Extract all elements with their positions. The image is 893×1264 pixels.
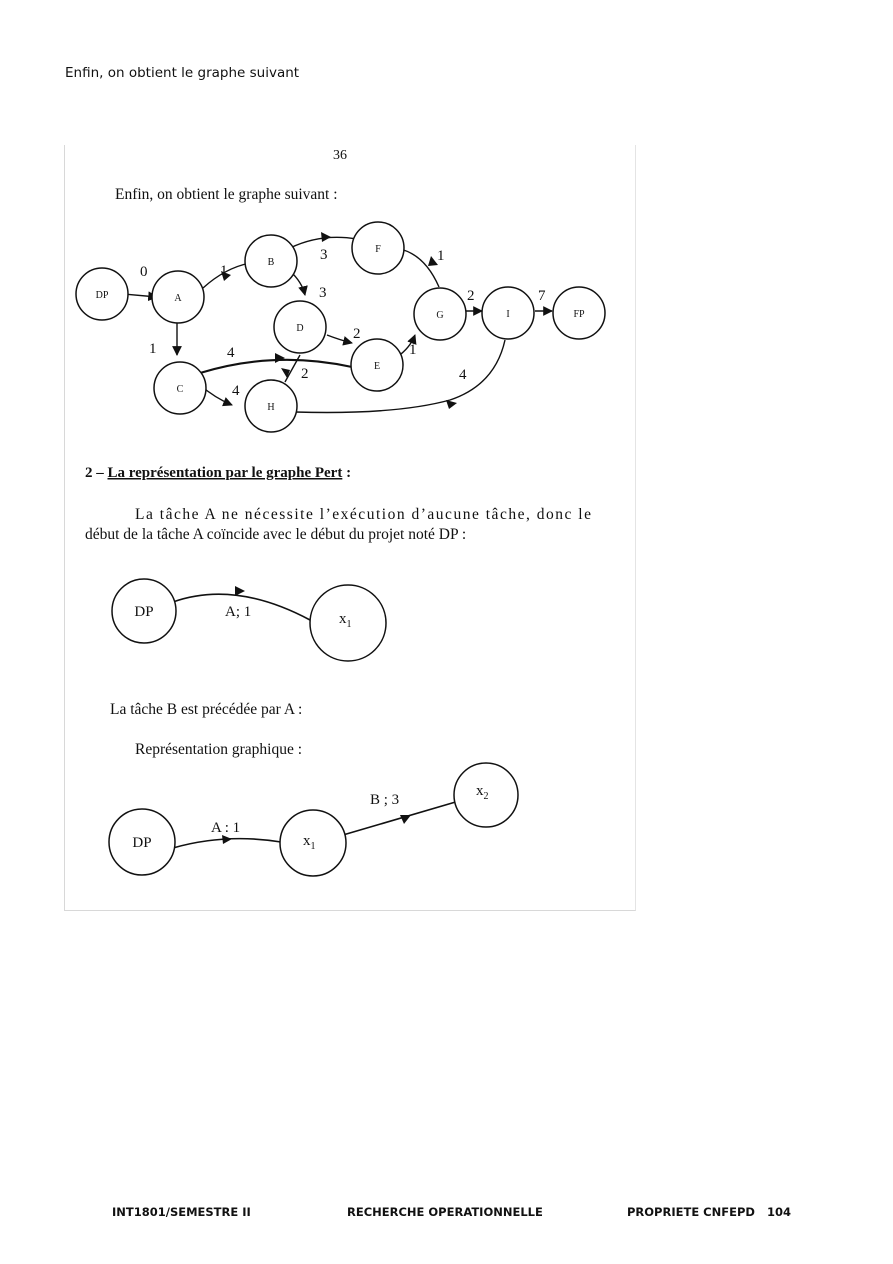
pert2-edge-label-a: A : 1	[211, 820, 241, 836]
weight-d-e: 2	[353, 326, 361, 342]
weight-dp-a: 0	[140, 264, 148, 280]
pert1-label-x1: $x_1$	[339, 611, 352, 630]
edge-f-g	[400, 249, 439, 287]
pert2-edge-label-b: B ; 3	[370, 792, 400, 808]
paragraph-line-2: début de la tâche A coïncide avec le début du projet noté DP :	[85, 526, 467, 543]
paragraph-2: La tâche B est précédée par A :	[110, 701, 303, 718]
paragraph-line-1: La tâche A ne nécessite l’exécution d’aucune tâche, donc le	[135, 506, 591, 523]
weight-a-b: 1	[220, 263, 228, 279]
footer-course-code: INT1801/SEMESTRE II	[112, 1205, 251, 1219]
weight-h-i: 4	[459, 367, 467, 383]
section-heading: 2 – La représentation par le graphe Pert :	[85, 465, 352, 481]
node-label-fp: FP	[573, 309, 585, 320]
weight-g-i: 2	[467, 288, 475, 304]
pert-diagram-1	[112, 579, 386, 661]
node-label-h: H	[267, 402, 275, 413]
pert2-label-x1: $x_1$	[303, 833, 316, 852]
node-label-f: F	[375, 244, 381, 255]
weight-f-g: 1	[437, 248, 445, 264]
intro-text: Enfin, on obtient le graphe suivant	[65, 65, 300, 81]
node-label-e: E	[373, 361, 381, 372]
weight-e-g: 1	[409, 342, 417, 358]
weight-h-d: 2	[301, 366, 309, 382]
pert1-label-dp: DP	[134, 604, 154, 620]
graph-nodes	[76, 222, 605, 432]
node-label-b: B	[267, 257, 275, 268]
node-label-g: G	[436, 310, 444, 321]
weight-b-f: 3	[320, 247, 328, 263]
footer-course-title: RECHERCHE OPERATIONNELLE	[347, 1205, 543, 1219]
node-label-a: A	[174, 293, 182, 304]
weight-a-c: 1	[149, 341, 157, 357]
footer-page-number: 104	[767, 1205, 792, 1219]
scan-caption: Enfin, on obtient le graphe suivant :	[115, 186, 338, 203]
node-label-c: C	[176, 384, 184, 395]
weight-b-d: 3	[319, 285, 327, 301]
pert2-label-x2: $x_2$	[476, 783, 489, 802]
weight-c-e: 4	[227, 345, 235, 361]
node-label-d: D	[296, 323, 304, 334]
scanned-page-image	[64, 145, 636, 911]
pert2-label-dp: DP	[132, 835, 152, 851]
pert-diagram-2	[109, 763, 518, 876]
pert1-edge-label: A; 1	[225, 604, 252, 620]
node-label-dp: DP	[95, 290, 109, 301]
paragraph-3: Représentation graphique :	[135, 741, 303, 758]
weight-c-h: 4	[232, 383, 240, 399]
footer-ownership: PROPRIETE CNFEPD	[627, 1205, 755, 1219]
weight-i-fp: 7	[538, 288, 546, 304]
pert2-edge-b	[343, 801, 459, 835]
scan-page-number: 36	[333, 148, 347, 163]
node-label-i: I	[506, 309, 510, 320]
scanned-page-drawing	[65, 145, 635, 910]
edge-d-e	[327, 335, 352, 343]
